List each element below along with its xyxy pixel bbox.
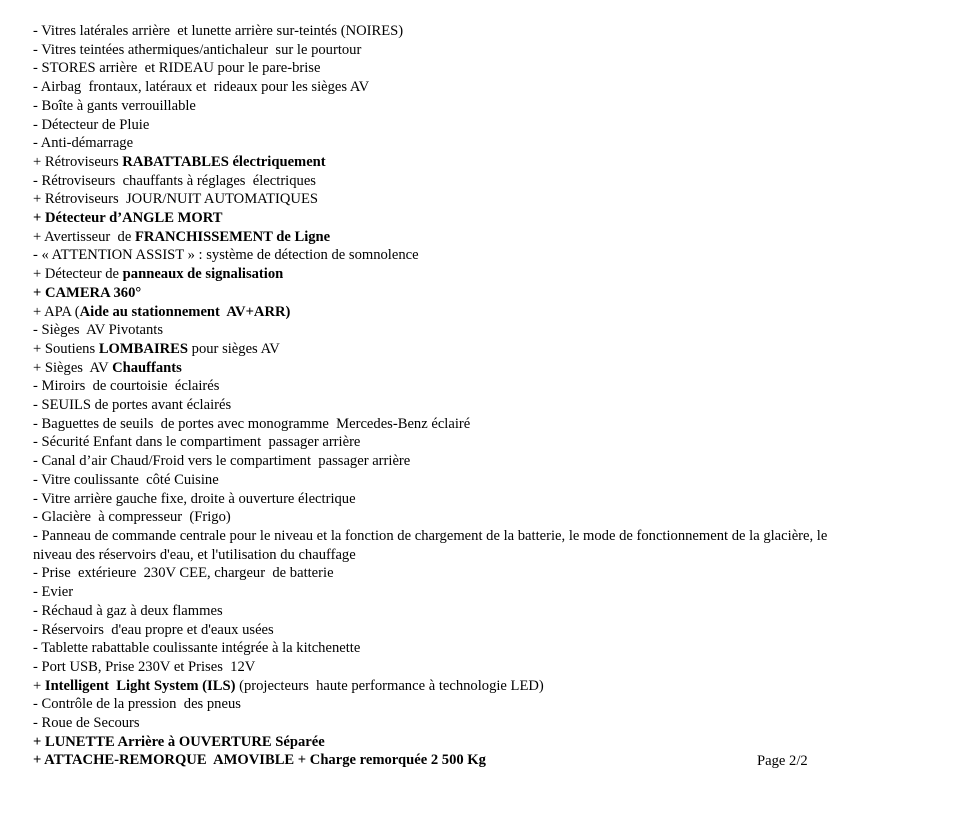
feature-text: Aide au stationnement AV+ARR) [79,303,291,320]
feature-text: - Port USB, Prise 230V et Prises 12V [33,658,256,675]
feature-line [33,639,853,658]
feature-text: - Contrôle de la pression des pneus [33,696,241,713]
feature-line [33,321,853,340]
feature-line [33,172,853,191]
feature-line [33,658,853,677]
feature-line [33,677,853,696]
feature-text: - Réservoirs d'eau propre et d'eaux usées [33,621,274,638]
feature-text: + Détecteur de [33,266,123,283]
feature-text: - SEUILS de portes avant éclairés [33,397,232,414]
feature-text: - Vitres latérales arrière et lunette arrière sur-teintés (NOIRES) [33,23,404,39]
feature-text: (projecteurs haute performance à technologie LED) [235,677,544,694]
feature-line [33,22,853,41]
feature-text: + APA ( [33,303,80,320]
feature-line [33,733,853,752]
feature-text: - Miroirs de courtoisie éclairés [33,378,220,395]
feature-line [33,714,853,733]
feature-text: - Vitre arrière gauche fixe, droite à ouverture électrique [33,490,356,507]
feature-line [33,583,853,602]
feature-line [33,97,853,116]
feature-text: - Vitre coulissante côté Cuisine [33,471,219,488]
feature-text: + Sièges AV [33,359,113,376]
feature-text: pour sièges AV [188,340,280,357]
feature-line [33,751,853,770]
feature-text: LOMBAIRES [98,340,189,357]
feature-text: - « ATTENTION ASSIST » : système de détection de somnolence [33,247,419,264]
feature-text: FRANCHISSEMENT de Ligne [135,228,331,245]
feature-line [33,340,853,359]
feature-text: + [33,677,45,694]
feature-line [33,134,853,153]
feature-text: RABATTABLES électriquement [122,153,326,170]
feature-text: - Baguettes de seuils de portes avec monogramme Mercedes-Benz éclairé [33,415,471,432]
feature-text: - Roue de Secours [33,715,140,732]
feature-line [33,209,853,228]
feature-line [33,246,853,265]
feature-line [33,284,853,303]
feature-text: - Rétroviseurs chauffants à réglages électriques [33,172,316,189]
feature-line [33,59,853,78]
feature-text: - Tablette rabattable coulissante intégrée à la kitchenette [33,640,361,657]
feature-line [33,116,853,135]
feature-text: + Rétroviseurs JOUR/NUIT AUTOMATIQUES [33,191,318,208]
feature-line [33,564,853,583]
feature-text: - Détecteur de Pluie [33,116,150,133]
feature-line [33,508,853,527]
feature-text: - Sécurité Enfant dans le compartiment passager arrière [33,434,361,451]
feature-text: - Panneau de commande centrale pour le niveau et la fonction de chargement de la batterie, le mode de fonctionnement de la glacière, le niveau des réservoirs d'eau, et l'utilisation du chauffage [33,527,828,563]
feature-line [33,153,853,172]
feature-text: - Anti-démarrage [33,135,134,152]
feature-line [33,359,853,378]
feature-text: Intelligent Light System (ILS) [44,677,236,694]
feature-line [33,602,853,621]
feature-line [33,490,853,509]
page-number: Page 2/2 [757,753,808,769]
feature-text: + ATTACHE-REMORQUE AMOVIBLE + Charge remorquée 2 500 Kg [33,752,486,769]
feature-text: - Canal d’air Chaud/Froid vers le compartiment passager arrière [33,453,411,470]
feature-line [33,452,853,471]
feature-text: - Boîte à gants verrouillable [33,97,196,114]
feature-text: - STORES arrière et RIDEAU pour le pare-brise [33,60,321,77]
feature-line [33,527,853,564]
feature-text: + LUNETTE Arrière à OUVERTURE Séparée [33,733,325,750]
feature-text: panneaux de signalisation [122,266,284,283]
feature-line [33,415,853,434]
feature-line [33,433,853,452]
feature-text: + Avertisseur de [33,228,135,245]
feature-text: + Soutiens [33,340,99,357]
feature-text: + Rétroviseurs [33,153,123,170]
feature-text: + CAMERA 360° [33,284,142,301]
feature-line [33,78,853,97]
feature-line [33,695,853,714]
feature-line [33,621,853,640]
feature-text: Chauffants [112,359,182,376]
feature-text: - Glacière à compresseur (Frigo) [33,509,231,526]
feature-line [33,471,853,490]
feature-text: - Vitres teintées athermiques/antichaleur sur le pourtour [33,41,362,58]
feature-line [33,396,853,415]
feature-line [33,190,853,209]
feature-line [33,377,853,396]
feature-line [33,265,853,284]
feature-text: - Evier [33,584,74,601]
feature-line [33,228,853,247]
feature-text: - Prise extérieure 230V CEE, chargeur de batterie [33,565,334,582]
feature-text: - Sièges AV Pivotants [33,322,164,339]
feature-text: - Airbag frontaux, latéraux et rideaux pour les sièges AV [33,79,370,96]
feature-text: + Détecteur d’ANGLE MORT [33,210,223,227]
document-body [33,22,853,770]
feature-line [33,303,853,322]
feature-text: - Réchaud à gaz à deux flammes [33,602,223,619]
feature-line [33,41,853,60]
